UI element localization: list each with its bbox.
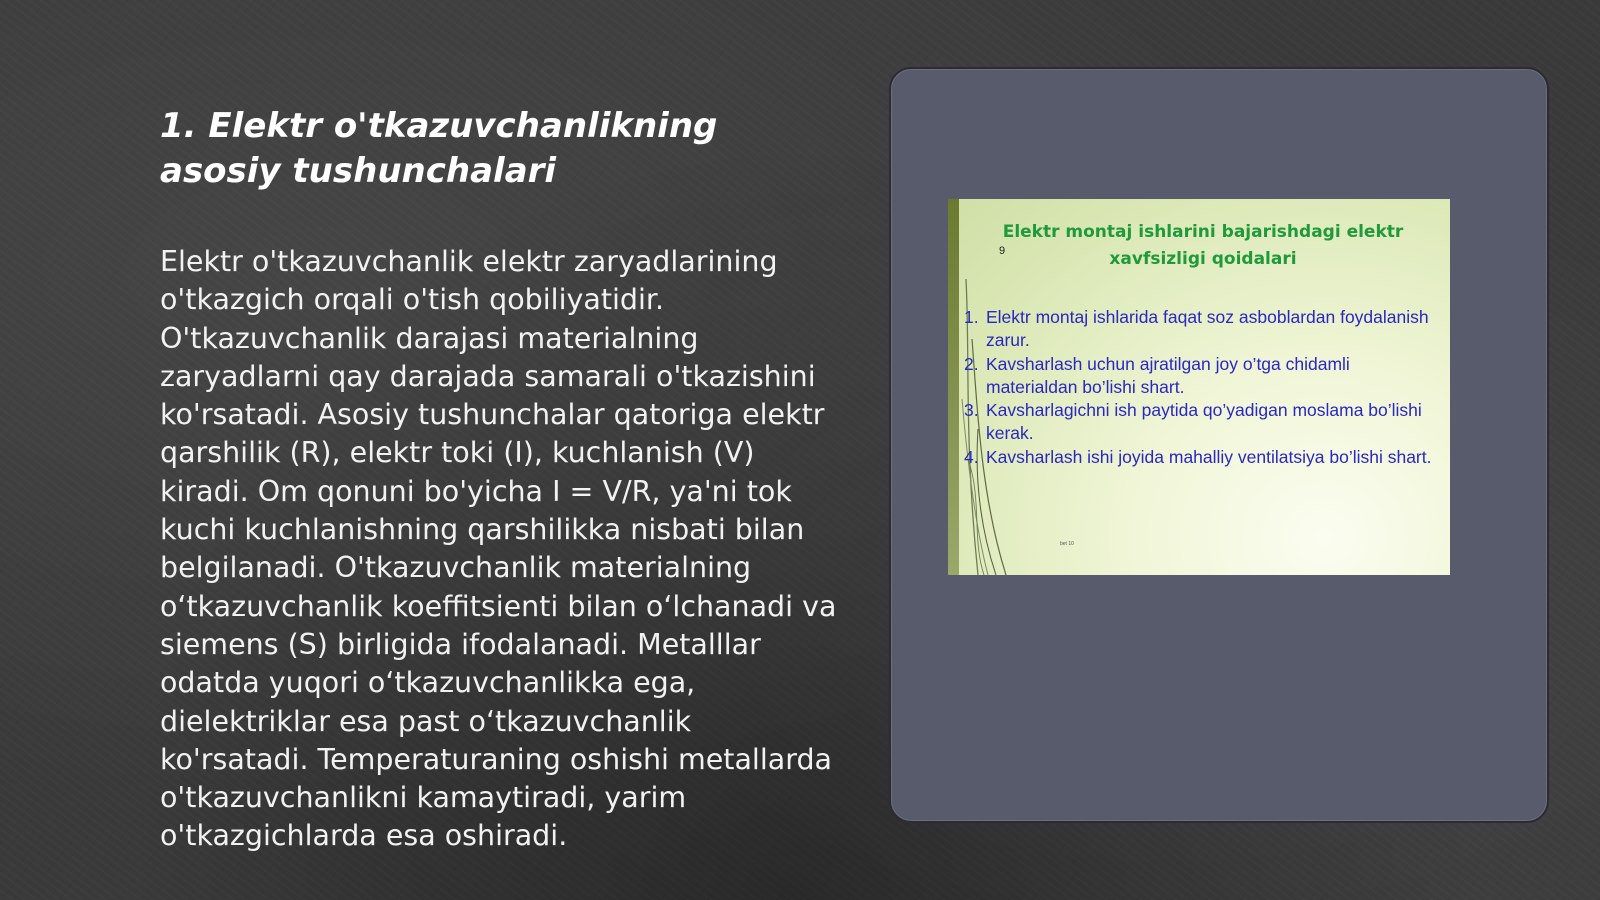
slide-body-text: Elektr o'tkazuvchanlik elektr zaryadlarining o'tkazgich orqali o'tish qobiliyatidir. O'tkazuvchanlik darajasi materialning zaryadlarni qay darajada samarali o'tkazishini ko'rsatadi. Asosiy tushunchalar qatoriga elektr qarshilik (R), elektr toki (I), kuchlanish (V) kiradi. Om qonuni bo'yicha I = V/R, ya'ni tok kuchi kuchlanishning qarshilikka nisbati bilan belgilanadi. O'tkazuvchanlik materialning o‘tkazuvchanlik koeffitsienti bilan o‘lchanadi va siemens (S) birligida ifodalanadi. Metalllar odatda yuqori o‘tkazuvchanlikka ega, dielektriklar esa past o‘tkazuvchanlik ko'rsatadi. Temperaturaning oshishi metallarda o'tkazuvchanlikni kamaytiradi, yarim o'tkazgichlarda esa oshiradi. bbox=[160, 245, 837, 853]
list-item-text: Elektr montaj ishlarida faqat soz asboblardan foydalanish zarur. bbox=[986, 307, 1429, 351]
list-item bbox=[964, 399, 1434, 446]
list-item bbox=[964, 353, 1434, 400]
list-item-text: Kavsharlash ishi joyida mahalliy ventilatsiya bo’lishi shart. bbox=[986, 446, 1432, 467]
inner-slide-footer: bet 10 bbox=[1060, 541, 1074, 547]
list-item-number: 2. bbox=[964, 353, 979, 374]
list-item bbox=[964, 306, 1434, 353]
slide-title: 1. Elektr o'tkazuvchanlikning asosiy tushunchalari bbox=[160, 106, 718, 191]
embedded-slide-image bbox=[948, 199, 1450, 575]
inner-slide-title: Elektr montaj ishlarini bajarishdagi elektr xavfsizligi qoidalari bbox=[1002, 222, 1404, 269]
list-item-number: 1. bbox=[964, 307, 979, 327]
list-item-number: 4. bbox=[964, 446, 979, 467]
list-item-text: Kavsharlagichni ish paytida qo’yadigan moslama bo’lishi kerak. bbox=[986, 400, 1422, 444]
list-item-number: 3. bbox=[964, 400, 979, 421]
list-item bbox=[964, 446, 1434, 469]
list-item-text: Kavsharlash uchun ajratilgan joy o’tga chidamli materialdan bo’lishi shart. bbox=[986, 353, 1350, 397]
inner-slide-page-number: 9 bbox=[999, 245, 1006, 257]
inner-slide-list bbox=[964, 306, 1434, 469]
